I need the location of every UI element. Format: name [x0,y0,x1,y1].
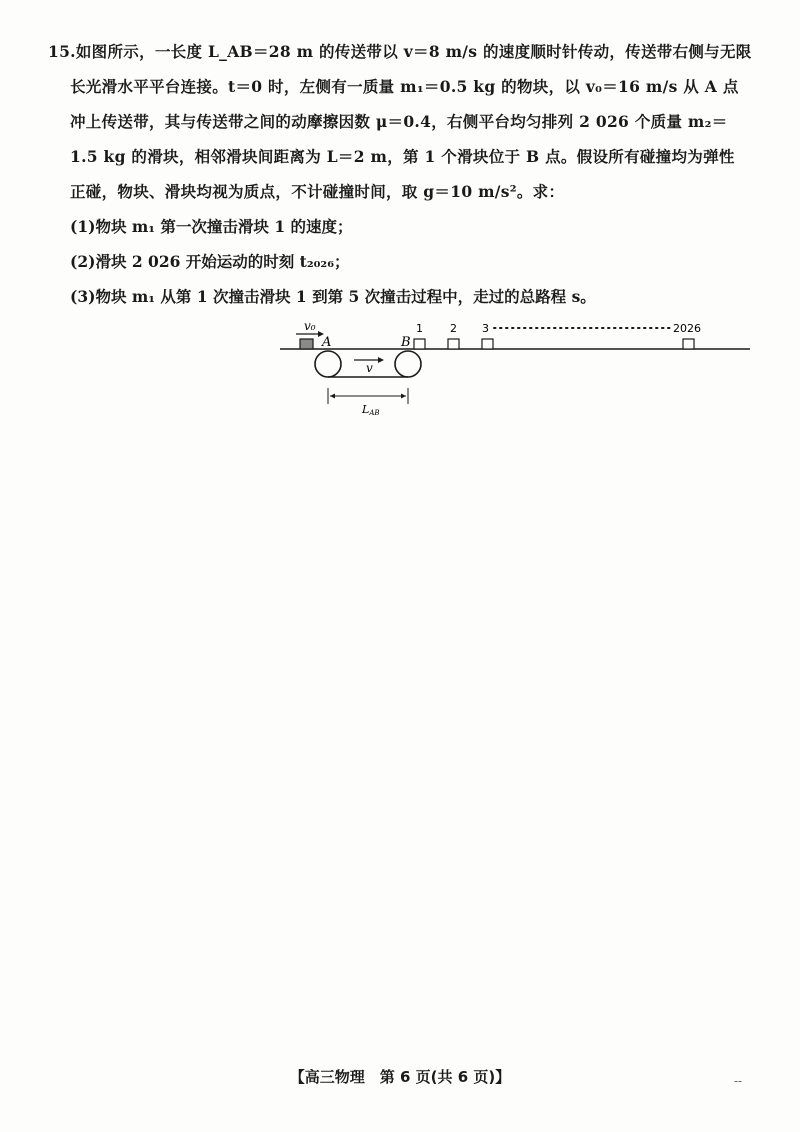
block-m1 [300,339,313,349]
label-A: A [322,335,332,350]
slider-label-2026: 2026 [673,322,701,335]
dim-arrow-right [401,394,406,399]
dim-label-sub: AB [369,409,380,417]
slider-block-2026 [683,339,694,349]
v0-label: v₀ [304,319,316,333]
question-2: (2)滑块 2 026 开始运动的时刻 t₂₀₂₆； [70,252,350,271]
corner-mark: -- [734,1074,743,1088]
slider-block-2 [448,339,459,349]
problem-line-3: 冲上传送带，其与传送带之间的动摩擦因数 μ＝0.4，右侧平台均匀排列 2 026 个质量 m₂＝ [70,112,728,131]
pulley-right [395,351,421,377]
problem-text-line: 如图所示，一长度 L_AB＝28 m 的传送带以 v＝8 m/s 的速度顺时针传动，传送带右侧与无限 [75,42,752,61]
question-3: (3)物块 m₁ 从第 1 次撞击滑块 1 到第 5 次撞击过程中，走过的总路程 s。 [70,287,596,306]
label-B: B [401,335,411,350]
conveyor-diagram [280,318,760,418]
problem-15 [48,34,758,314]
slider-label-1: 1 [416,322,423,335]
page-footer: 【高三物理 第 6 页(共 6 页)】 [289,1068,511,1086]
problem-line-1 [48,34,758,69]
slider-label-2: 2 [450,322,457,335]
v-label: v [366,361,373,375]
problem-number: 15. [48,42,76,61]
question-1: (1)物块 m₁ 第一次撞击滑块 1 的速度； [70,217,353,236]
pulley-left [315,351,341,377]
problem-line-2: 长光滑水平平台连接。t＝0 时，左侧有一质量 m₁＝0.5 kg 的物块，以 v₀＝16 m/s 从 A 点 [70,77,739,96]
dim-label [361,403,380,417]
slider-label-3: 3 [482,322,489,335]
problem-line-5: 正碰，物块、滑块均视为质点，不计碰撞时间，取 g＝10 m/s²。求： [70,182,565,201]
dim-label-main: L [362,403,370,416]
problem-line-4: 1.5 kg 的滑块，相邻滑块间距离为 L＝2 m，第 1 个滑块位于 B 点。假设所有碰撞均为弹性 [70,147,735,166]
v-arrow-head [378,357,384,363]
slider-block-1 [414,339,425,349]
dim-arrow-left [330,394,335,399]
slider-block-3 [482,339,493,349]
